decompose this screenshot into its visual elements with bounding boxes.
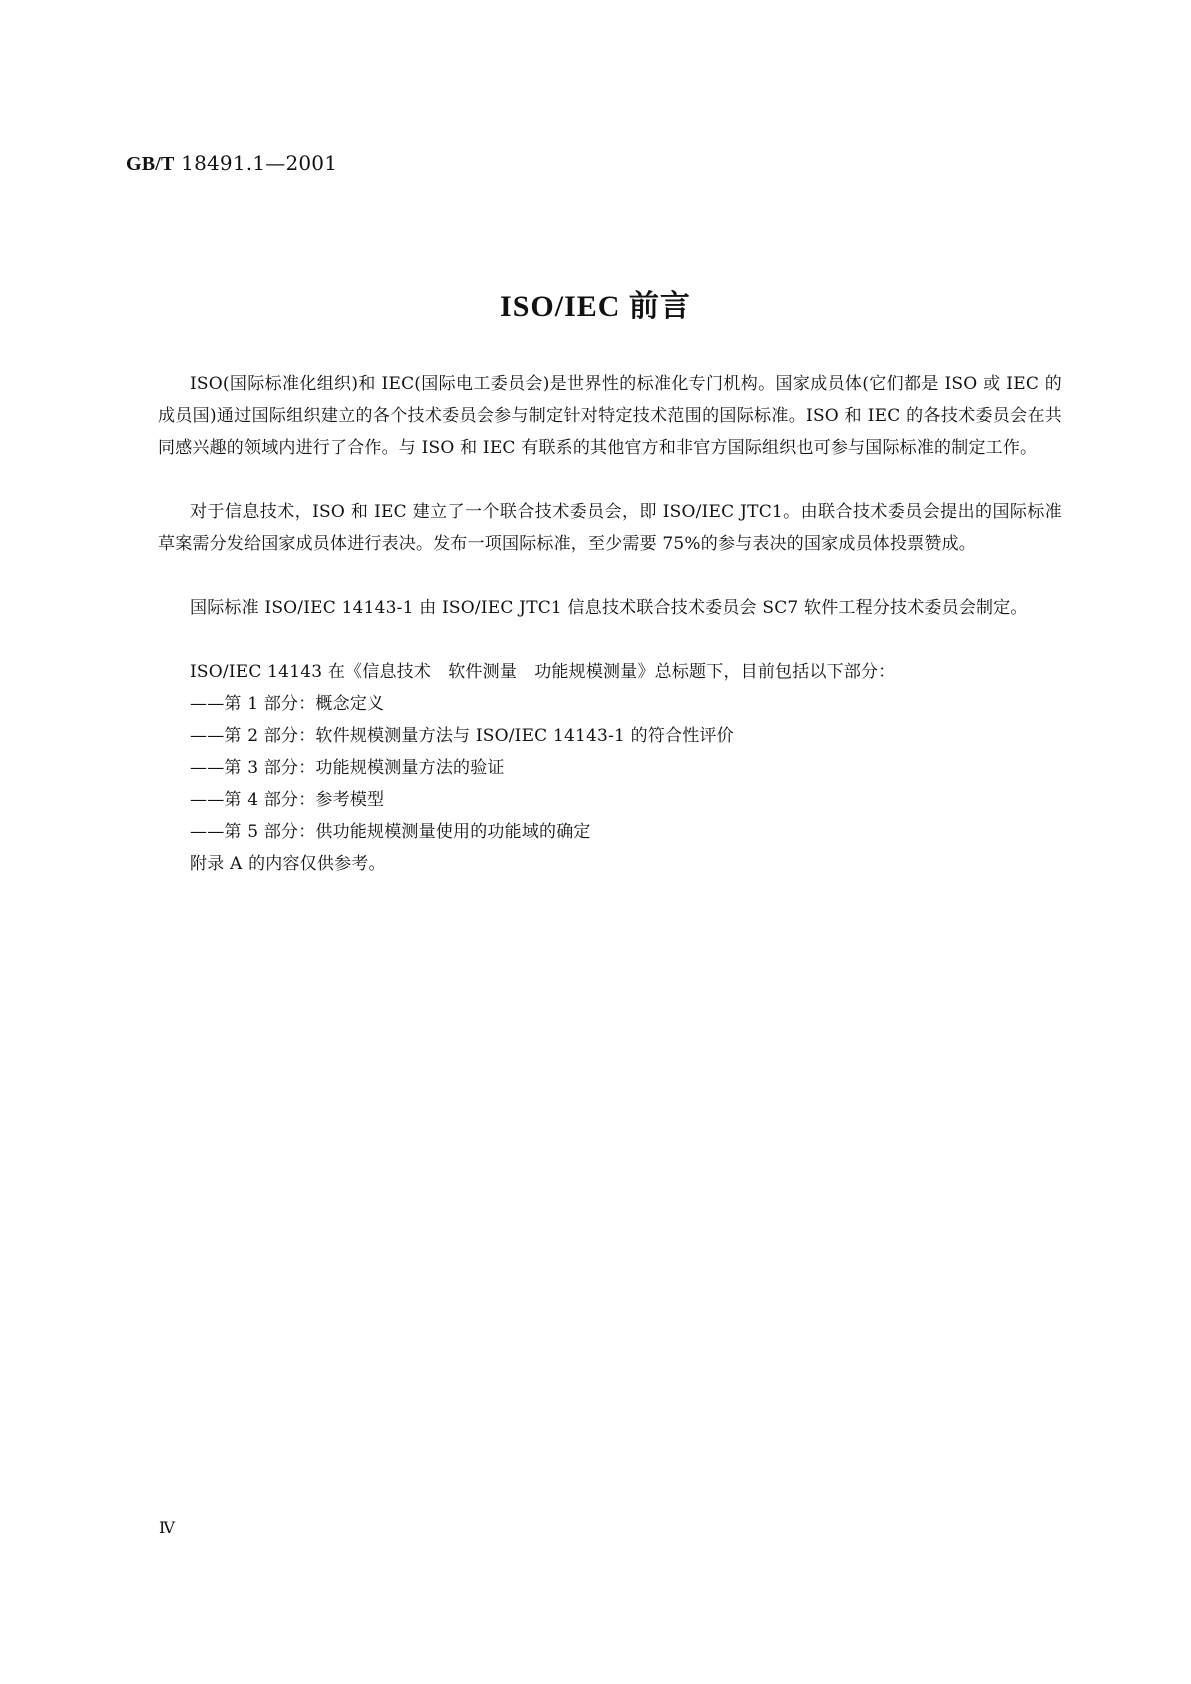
paragraph-3: 国际标准 ISO/IEC 14143-1 由 ISO/IEC JTC1 信息技术联合技术委员会 SC7 软件工程分技术委员会制定。 (190, 598, 1028, 618)
page-title: ISO/IEC 前言 (500, 290, 691, 323)
part-list-item-3: ——第 3 部分：功能规模测量方法的验证 (190, 758, 505, 778)
standard-number: 18491.1—2001 (174, 151, 338, 175)
part-list-item-5: ——第 5 部分：供功能规模测量使用的功能域的确定 (190, 822, 591, 842)
paragraph-4: ISO/IEC 14143 在《信息技术 软件测量 功能规模测量》总标题下，目前包括以下部分： (190, 662, 896, 682)
page-number: Ⅳ (159, 1520, 175, 1537)
part-list-item-2: ——第 2 部分：软件规模测量方法与 ISO/IEC 14143-1 的符合性评价 (190, 726, 734, 746)
paragraph-1: ISO(国际标准化组织)和 IEC(国际电工委员会)是世界性的标准化专门机构。国家成员体(它们都是 ISO 或 IEC 的成员国)通过国际组织建立的各个技术委员会参与制定针对特定技术范围的国际标准。ISO 和 IEC 的各技术委员会在共同感兴趣的领域内进行了合作。与 ISO 和 IEC 有联系的其他官方和非官方国际组织也可参与国际标准的制定工作。 (158, 374, 1062, 458)
paragraph-2: 对于信息技术，ISO 和 IEC 建立了一个联合技术委员会，即 ISO/IEC JTC1。由联合技术委员会提出的国际标准草案需分发给国家成员体进行表决。发布一项国际标准，至少需要 75%的参与表决的国家成员体投票赞成。 (158, 502, 1062, 554)
part-list-item-1: ——第 1 部分：概念定义 (190, 694, 385, 714)
appendix-note: 附录 A 的内容仅供参考。 (190, 854, 386, 874)
standard-prefix: GB/T (126, 153, 175, 175)
standard-code (126, 151, 337, 176)
part-list-item-4: ——第 4 部分：参考模型 (190, 790, 385, 810)
